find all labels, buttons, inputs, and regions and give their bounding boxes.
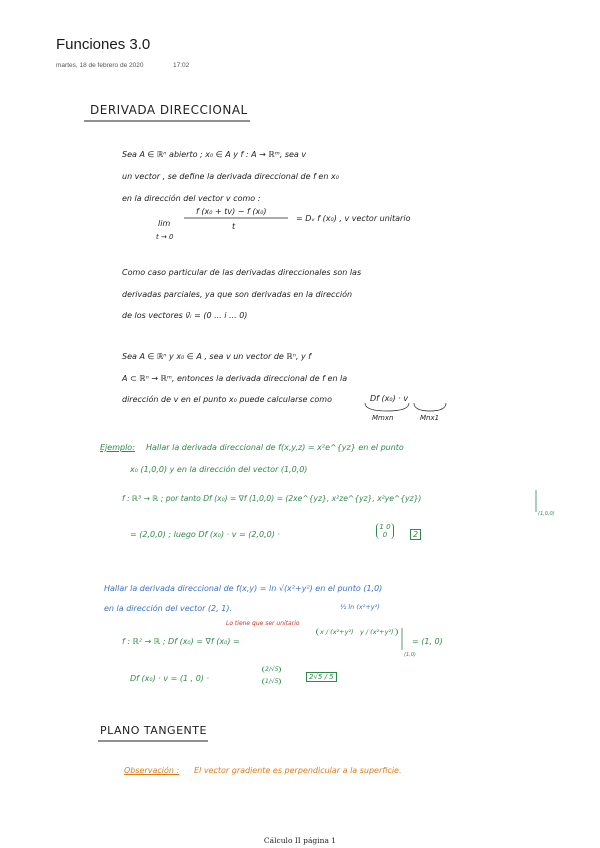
- theorem-line-2: A ⊂ ℝⁿ → ℝᵐ, entonces la derivada direccional de f en la: [122, 374, 348, 383]
- example2-vector-bottom: 1/√5: [262, 678, 281, 685]
- theorem-line-3: dirección de v en el punto x₀ puede calcularse como: [122, 395, 332, 404]
- example1-eval-point: (1,0,0): [538, 511, 555, 517]
- example1-line-4: = (2,0,0) ; luego Df (x₀) · v = (2,0,0) ·: [130, 530, 280, 539]
- example2-grad-point: (1,0): [404, 652, 416, 658]
- dim-brace-right: [414, 403, 446, 411]
- example2-line-2: en la dirección del vector (2, 1).: [104, 604, 232, 613]
- example2-red-note: Lo tiene que ser unitario: [226, 620, 300, 627]
- example2-line-3: f : ℝ² → ℝ ; Df (x₀) = ∇f (x₀) =: [122, 637, 240, 646]
- limit-operator: lim: [158, 219, 171, 228]
- dim-brace-left: [365, 403, 409, 411]
- example1-line-3: f : ℝ³ → ℝ ; por tanto Df (x₀) = ∇f (1,0,0) = (2xe^{yz}, x²ze^{yz}, x²ye^{yz}): [122, 494, 422, 503]
- example2-grad-y: y / (x²+y²): [360, 628, 398, 636]
- heading-plano-tangente: PLANO TANGENTE: [100, 724, 207, 737]
- fraction-denominator: t: [232, 222, 236, 231]
- example2-result: 2√5 / 5: [306, 672, 337, 682]
- example2-grad-eval: = (1, 0): [412, 637, 443, 646]
- example1-line-2: x₀ (1,0,0) y en la dirección del vector (1,0,0): [130, 465, 308, 474]
- example2-line-1: Hallar la derivada direccional de f(x,y) = ln √(x²+y²) en el punto (1,0): [104, 584, 383, 593]
- definition-line-2: un vector , se define la derivada direccional de f en x₀: [122, 172, 339, 181]
- page-time: 17:02: [173, 62, 190, 69]
- page-date: martes, 18 de febrero de 2020: [56, 62, 144, 69]
- example2-grad-x: x / (x²+y²): [316, 628, 354, 636]
- observation-label: Observación :: [124, 766, 180, 775]
- dimension-right: Mnx1: [420, 414, 440, 422]
- limit-subscript: t → 0: [156, 233, 174, 241]
- example1-vector: 1 0 0: [376, 523, 394, 539]
- heading-derivada-direccional: DERIVADA DIRECCIONAL: [90, 103, 248, 117]
- page-title: Funciones 3.0: [56, 36, 151, 53]
- example2-aside: ½ ln (x²+y²): [340, 603, 380, 611]
- example2-vector-top: 2/√5: [262, 666, 281, 673]
- theorem-expression: Df (x₀) · v: [370, 394, 409, 403]
- dimension-left: Mmxn: [372, 414, 394, 422]
- theorem-line-1: Sea A ∈ ℝⁿ y x₀ ∈ A , sea v un vector de ℝⁿ, y f: [122, 352, 312, 361]
- partial-line-3: de los vectores v⃗ᵢ = (0 ... i ... 0): [122, 311, 248, 320]
- definition-line-1: Sea A ∈ ℝⁿ abierto ; x₀ ∈ A y f : A → ℝᵐ, sea v: [122, 150, 307, 159]
- example1-result: 2: [410, 529, 421, 540]
- partial-line-2: derivadas parciales, ya que son derivadas en la dirección: [122, 290, 353, 299]
- example-label: Ejemplo:: [100, 443, 135, 452]
- definition-line-3: en la dirección del vector v como :: [122, 194, 261, 203]
- page-footer: Cálculo II página 1: [263, 836, 337, 845]
- observation-text: El vector gradiente es perpendicular a la superficie.: [194, 766, 402, 775]
- formula-rhs: = Dᵥ f (x₀) , v vector unitario: [296, 214, 411, 223]
- fraction-numerator: f (x₀ + tv) − f (x₀): [196, 207, 267, 216]
- example1-line-1: Hallar la derivada direccional de f(x,y,z) = x²e^{yz} en el punto: [146, 443, 404, 452]
- example2-line-4: Df (x₀) · v = (1 , 0) ·: [130, 674, 209, 683]
- partial-line-1: Como caso particular de las derivadas direccionales son las: [122, 268, 362, 277]
